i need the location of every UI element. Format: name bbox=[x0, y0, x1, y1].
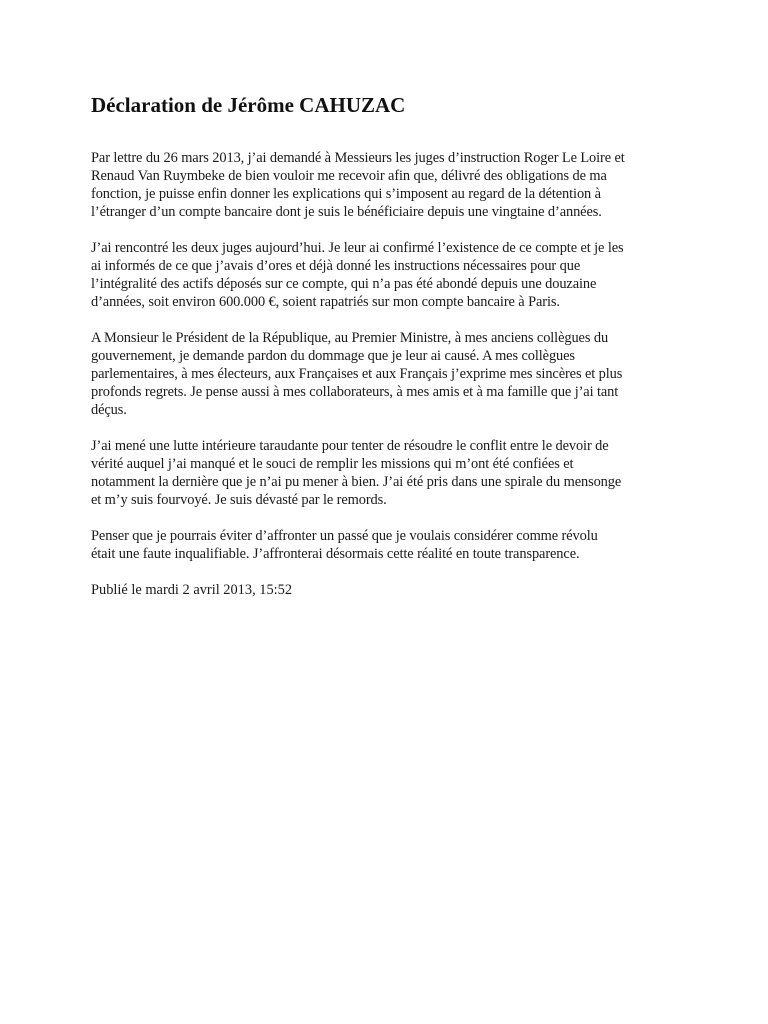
document-page bbox=[91, 92, 691, 599]
paragraph-line: l’intégralité des actifs déposés sur ce compte, qui n’a pas été abondé depuis une douzaine bbox=[91, 276, 597, 292]
paragraph-line: Renaud Van Ruymbeke de bien vouloir me recevoir afin que, délivré des obligations de ma bbox=[91, 168, 607, 184]
paragraph-line: notamment la dernière que je n’ai pu mener à bien. J’ai été pris dans une spirale du mensonge bbox=[91, 474, 622, 490]
paragraph-line: était une faute inqualifiable. J’affronterai désormais cette réalité en toute transparence. bbox=[91, 546, 580, 562]
paragraph-line: gouvernement, je demande pardon du dommage que je leur ai causé. A mes collègues bbox=[91, 348, 575, 364]
paragraph-line: Penser que je pourrais éviter d’affronter un passé que je voulais considérer comme révolu bbox=[91, 528, 598, 544]
paragraph-5 bbox=[91, 527, 691, 563]
paragraph-line: Par lettre du 26 mars 2013, j’ai demandé à Messieurs les juges d’instruction Roger Le Loire et bbox=[91, 150, 625, 166]
document-body bbox=[91, 149, 691, 563]
paragraph-line: J’ai mené une lutte intérieure taraudante pour tenter de résoudre le conflit entre le devoir de bbox=[91, 438, 609, 454]
paragraph-2 bbox=[91, 239, 691, 311]
paragraph-line: fonction, je puisse enfin donner les explications qui s’imposent au regard de la détention à bbox=[91, 186, 601, 202]
paragraph-line: vérité auquel j’ai manqué et le souci de remplir les missions qui m’ont été confiées et bbox=[91, 456, 574, 472]
paragraph-line: ai informés de ce que j’avais d’ores et déjà donné les instructions nécessaires pour que bbox=[91, 258, 581, 274]
paragraph-4 bbox=[91, 437, 691, 509]
paragraph-line: l’étranger d’un compte bancaire dont je suis le bénéficiaire depuis une vingtaine d’années. bbox=[91, 204, 602, 220]
paragraph-line: parlementaires, à mes électeurs, aux Françaises et aux Français j’exprime mes sincères et plus bbox=[91, 366, 623, 382]
document-title: Déclaration de Jérôme CAHUZAC bbox=[91, 93, 406, 117]
paragraph-1 bbox=[91, 149, 691, 221]
paragraph-line: J’ai rencontré les deux juges aujourd’hui. Je leur ai confirmé l’existence de ce compte et je les bbox=[91, 240, 624, 256]
paragraph-line: d’années, soit environ 600.000 €, soient rapatriés sur mon compte bancaire à Paris. bbox=[91, 294, 560, 310]
paragraph-line: déçus. bbox=[91, 402, 127, 418]
paragraph-line: profonds regrets. Je pense aussi à mes collaborateurs, à mes amis et à ma famille que j’ai tant bbox=[91, 384, 619, 400]
paragraph-line: A Monsieur le Président de la République, au Premier Ministre, à mes anciens collègues du bbox=[91, 330, 609, 346]
publication-date: Publié le mardi 2 avril 2013, 15:52 bbox=[91, 582, 293, 598]
paragraph-line: et m’y suis fourvoyé. Je suis dévasté par le remords. bbox=[91, 492, 387, 508]
paragraph-3 bbox=[91, 329, 691, 419]
